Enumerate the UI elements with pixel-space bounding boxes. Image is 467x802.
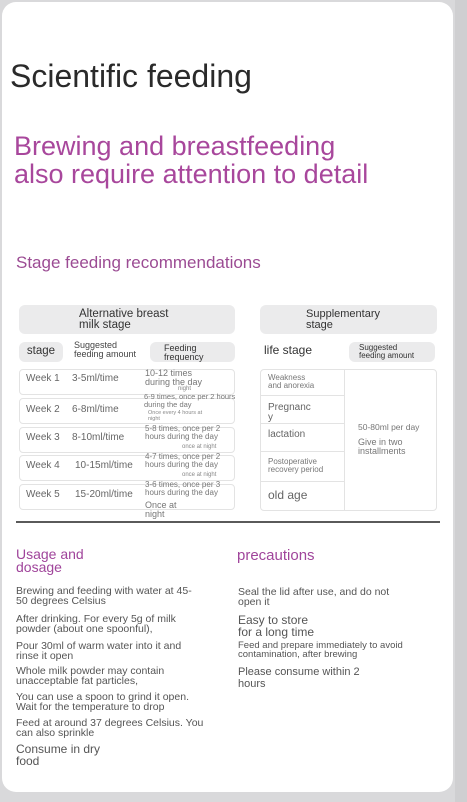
right-table-row-divider: [260, 481, 345, 482]
left-table-header: [19, 305, 235, 334]
row-frequency: [144, 393, 235, 409]
row-frequency-line-1: 5-8 times, once per 2: [145, 424, 221, 433]
row-frequency-line-2: hours during the day: [145, 432, 218, 441]
row-frequency: [145, 481, 220, 497]
row-frequency-line-1: 10-12 times: [145, 368, 193, 378]
usage-item-line-1: Pour 30ml of warm water into it and: [16, 640, 182, 652]
usage-title: [16, 548, 84, 574]
row-frequency-note-line-2: night: [145, 509, 165, 519]
row-stage: Week 5: [26, 489, 60, 500]
right-header-line-1: Supplementary: [306, 308, 380, 320]
precaution-item-line-2: contamination, after brewing: [238, 649, 358, 660]
row-amount: 6-8ml/time: [72, 404, 119, 415]
page-edge: [455, 0, 467, 802]
row-stage: Week 1: [26, 373, 60, 384]
article-card: [2, 2, 453, 792]
right-table-row-divider: [260, 423, 345, 424]
row-amount: 10-15ml/time: [75, 460, 133, 471]
headline-line-2: also require attention to detail: [14, 159, 369, 189]
row-frequency: [145, 453, 220, 469]
shared-note-line-1: Give in two: [358, 437, 403, 447]
usage-item-line-2: can also sprinkle: [16, 727, 95, 739]
row-frequency-note: Once every 4 hours at night: [148, 410, 203, 422]
life-stage-row: [268, 458, 323, 474]
row-stage: Week 2: [26, 404, 60, 415]
usage-item-line-2: unacceptable fat particles,: [16, 675, 138, 687]
life-stage-line-1: Postoperative: [268, 457, 317, 466]
col-frequency-line-2: frequency: [164, 352, 204, 362]
page-title: Scientific feeding: [10, 58, 252, 94]
precaution-item: [238, 641, 403, 659]
headline: [14, 132, 434, 188]
row-frequency-line-1: 3-6 times, once per 3: [145, 480, 221, 489]
life-stage-line-1: Weakness: [268, 373, 306, 382]
section-divider: [16, 521, 440, 523]
usage-item: [16, 718, 203, 738]
right-table-col-divider: [344, 369, 345, 511]
life-stage-line-1: lactation: [268, 429, 306, 440]
life-stage-row: [268, 430, 305, 440]
usage-item-line-1: You can use a spoon to grind it open.: [16, 691, 189, 703]
precaution-item-line-1: Feed and prepare immediately to avoid: [238, 640, 403, 651]
row-frequency: [145, 425, 220, 441]
col-right-amount-line-2: feeding amount: [359, 351, 415, 360]
precaution-item-line-2: hours: [238, 678, 266, 690]
row-amount: 3-5ml/time: [72, 373, 119, 384]
usage-item-line-1: Whole milk powder may contain: [16, 665, 165, 677]
precaution-item-line-1: Seal the lid after use, and do not: [238, 586, 390, 598]
left-header-line-2: milk stage: [79, 319, 131, 331]
col-amount-line-1: Suggested: [74, 340, 118, 350]
usage-item-line-2: 50 degrees Celsius: [16, 595, 106, 607]
shared-note-line-2: installments: [358, 446, 406, 456]
usage-item: [16, 586, 192, 606]
usage-item: [16, 692, 189, 712]
life-stage-line-2: y: [268, 412, 273, 423]
row-stage: Week 4: [26, 460, 60, 471]
row-frequency-note: once at night: [182, 472, 217, 478]
right-table-header: [260, 305, 437, 334]
life-stage-row: [268, 403, 311, 423]
shared-note: [358, 438, 406, 456]
row-frequency-line-2: hours during the day: [145, 488, 218, 497]
life-stage-line-2: recovery period: [268, 465, 324, 474]
row-frequency-note: once at night: [182, 444, 217, 450]
left-header-line-1: Alternative breast: [79, 308, 169, 320]
col-right-amount-line-1: Suggested: [359, 343, 398, 352]
precaution-item: [238, 666, 360, 690]
precaution-item-line-2: for a long time: [238, 625, 315, 639]
life-stage-line-1: old age: [268, 488, 308, 502]
right-table-row-divider: [260, 451, 345, 452]
col-life-stage: life stage: [264, 343, 313, 357]
usage-item-line-1: Brewing and feeding with water at 45-: [16, 585, 192, 597]
row-amount: 8-10ml/time: [72, 432, 125, 443]
col-frequency-line-1: Feeding: [164, 343, 197, 353]
life-stage-row: [268, 490, 307, 500]
row-frequency-note: [145, 501, 177, 519]
row-stage: Week 3: [26, 432, 60, 443]
precautions-title: precautions: [237, 547, 315, 564]
life-stage-line-1: Pregnanc: [268, 402, 311, 413]
col-frequency: [150, 342, 235, 362]
usage-item-line-2: rinse it open: [16, 650, 74, 662]
col-amount: [74, 341, 136, 359]
usage-item-line-1: Consume in dry: [16, 742, 101, 756]
shared-amount: 50-80ml per day: [358, 422, 420, 432]
col-right-amount: [349, 342, 435, 362]
usage-item-line-2: food: [16, 754, 40, 768]
usage-item-line-1: Feed at around 37 degrees Celsius. You: [16, 717, 204, 729]
precaution-item: [238, 614, 314, 638]
usage-item-line-2: Wait for the temperature to drop: [16, 701, 165, 713]
col-amount-line-2: feeding amount: [74, 349, 137, 359]
row-frequency-line-1: 6-9 times, once per 2 hours: [144, 392, 236, 401]
row-frequency-line-2: hours during the day: [145, 460, 218, 469]
row-frequency-line-2: during the day: [144, 400, 192, 409]
stage-heading: Stage feeding recommendations: [16, 253, 261, 272]
usage-item: [16, 743, 100, 767]
usage-item: [16, 641, 181, 661]
usage-item-line-2: powder (about one spoonful),: [16, 623, 153, 635]
usage-title-line-1: Usage and: [16, 546, 84, 562]
usage-title-line-2: dosage: [16, 559, 62, 575]
col-stage: stage: [19, 342, 63, 362]
precaution-item-line-1: Please consume within 2: [238, 666, 360, 678]
precaution-item-line-2: open it: [238, 596, 270, 608]
row-frequency: [145, 369, 202, 387]
life-stage-line-2: and anorexia: [268, 381, 315, 390]
life-stage-row: [268, 374, 314, 390]
precaution-item-line-1: Easy to store: [238, 613, 309, 627]
precaution-item: [238, 587, 389, 607]
right-table-row-divider: [260, 395, 345, 396]
row-frequency-line-1: 4-7 times, once per 2: [145, 452, 221, 461]
row-frequency-note: night: [178, 386, 192, 392]
usage-item-line-1: After drinking. For every 5g of milk: [16, 613, 176, 625]
headline-line-1: Brewing and breastfeeding: [14, 131, 336, 161]
right-header-line-2: stage: [306, 319, 333, 331]
row-frequency-line-2: during the day: [145, 377, 203, 387]
row-amount: 15-20ml/time: [75, 489, 133, 500]
row-frequency-note-line-1: Once at: [145, 500, 177, 510]
usage-item: [16, 614, 176, 634]
usage-item: [16, 666, 164, 686]
